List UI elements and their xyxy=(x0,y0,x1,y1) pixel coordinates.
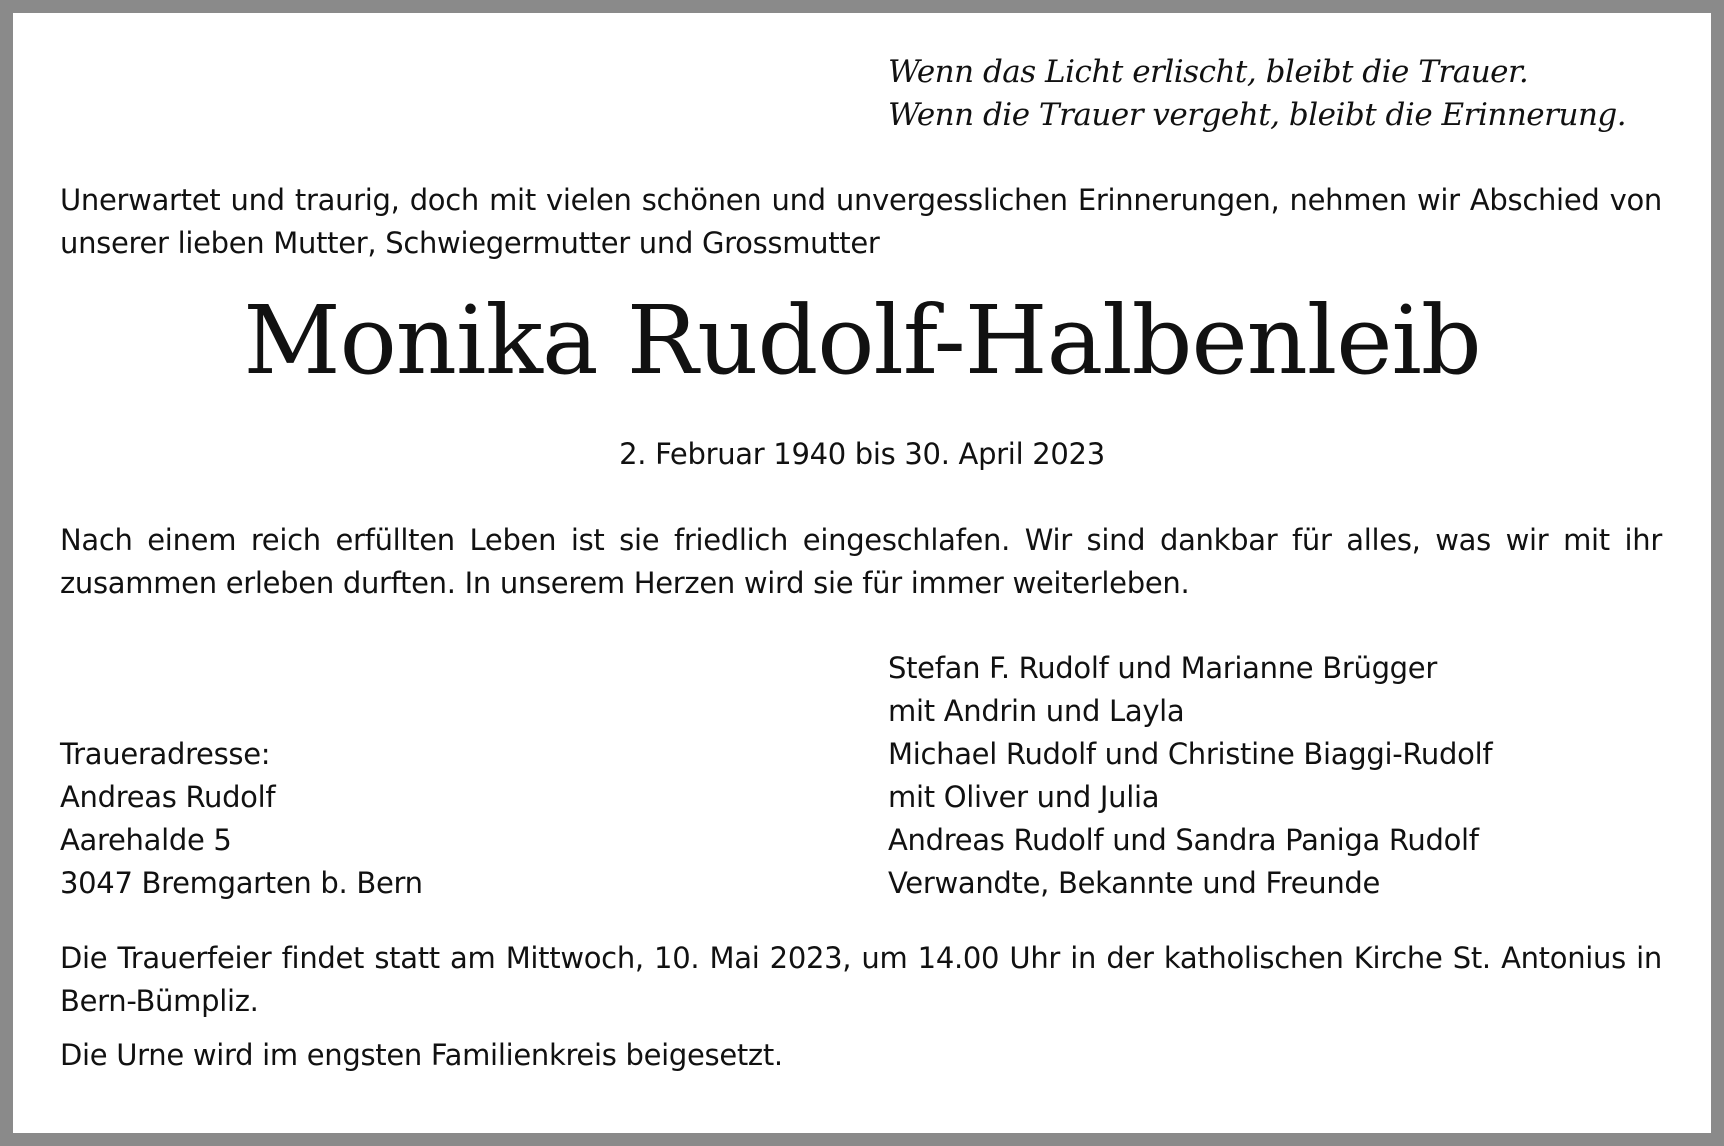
address-line: 3047 Bremgarten b. Bern xyxy=(60,866,423,900)
message-paragraph: Nach einem reich erfüllten Leben ist sie friedlich eingeschlafen. Wir sind dankbar für alles, was wir mit ihr zusammen erleben durften. In unserem Herzen wird sie für immer weiterleben. xyxy=(60,523,1662,600)
address-line: Andreas Rudolf xyxy=(60,780,276,814)
motto-line: Wenn das Licht erlischt, bleibt die Trauer. xyxy=(888,54,1529,90)
mourners-list xyxy=(888,647,1688,905)
address-line: Aarehalde 5 xyxy=(60,823,232,857)
mourner-line: mit Oliver und Julia xyxy=(888,780,1160,814)
address-label: Traueradresse: xyxy=(60,737,271,771)
mourner-line: Stefan F. Rudolf und Marianne Brügger xyxy=(888,651,1437,685)
mourner-line: Verwandte, Bekannte und Freunde xyxy=(888,866,1381,900)
intro-paragraph: Unerwartet und traurig, doch mit vielen schönen und unvergesslichen Erinnerungen, nehmen wir Abschied von unserer lieben Mutter, Schwiegermutter und Grossmutter xyxy=(60,183,1662,260)
life-dates: 2. Februar 1940 bis 30. April 2023 xyxy=(619,437,1105,471)
deceased-name: Monika Rudolf-Halbenleib xyxy=(243,286,1481,396)
motto-line: Wenn die Trauer vergeht, bleibt die Erinnerung. xyxy=(888,97,1627,133)
mourner-line: mit Andrin und Layla xyxy=(888,694,1185,728)
motto-quote xyxy=(888,51,1668,137)
mourner-line: Andreas Rudolf und Sandra Paniga Rudolf xyxy=(888,823,1479,857)
urn-note: Die Urne wird im engsten Familienkreis beigesetzt. xyxy=(60,1038,783,1072)
ceremony-paragraph: Die Trauerfeier findet statt am Mittwoch, 10. Mai 2023, um 14.00 Uhr in der katholischen Kirche St. Antonius in Bern-Bümpliz. xyxy=(60,941,1662,1018)
mourner-line: Michael Rudolf und Christine Biaggi-Rudolf xyxy=(888,737,1493,771)
obituary-notice xyxy=(13,13,1711,1133)
mourning-address xyxy=(60,733,760,905)
